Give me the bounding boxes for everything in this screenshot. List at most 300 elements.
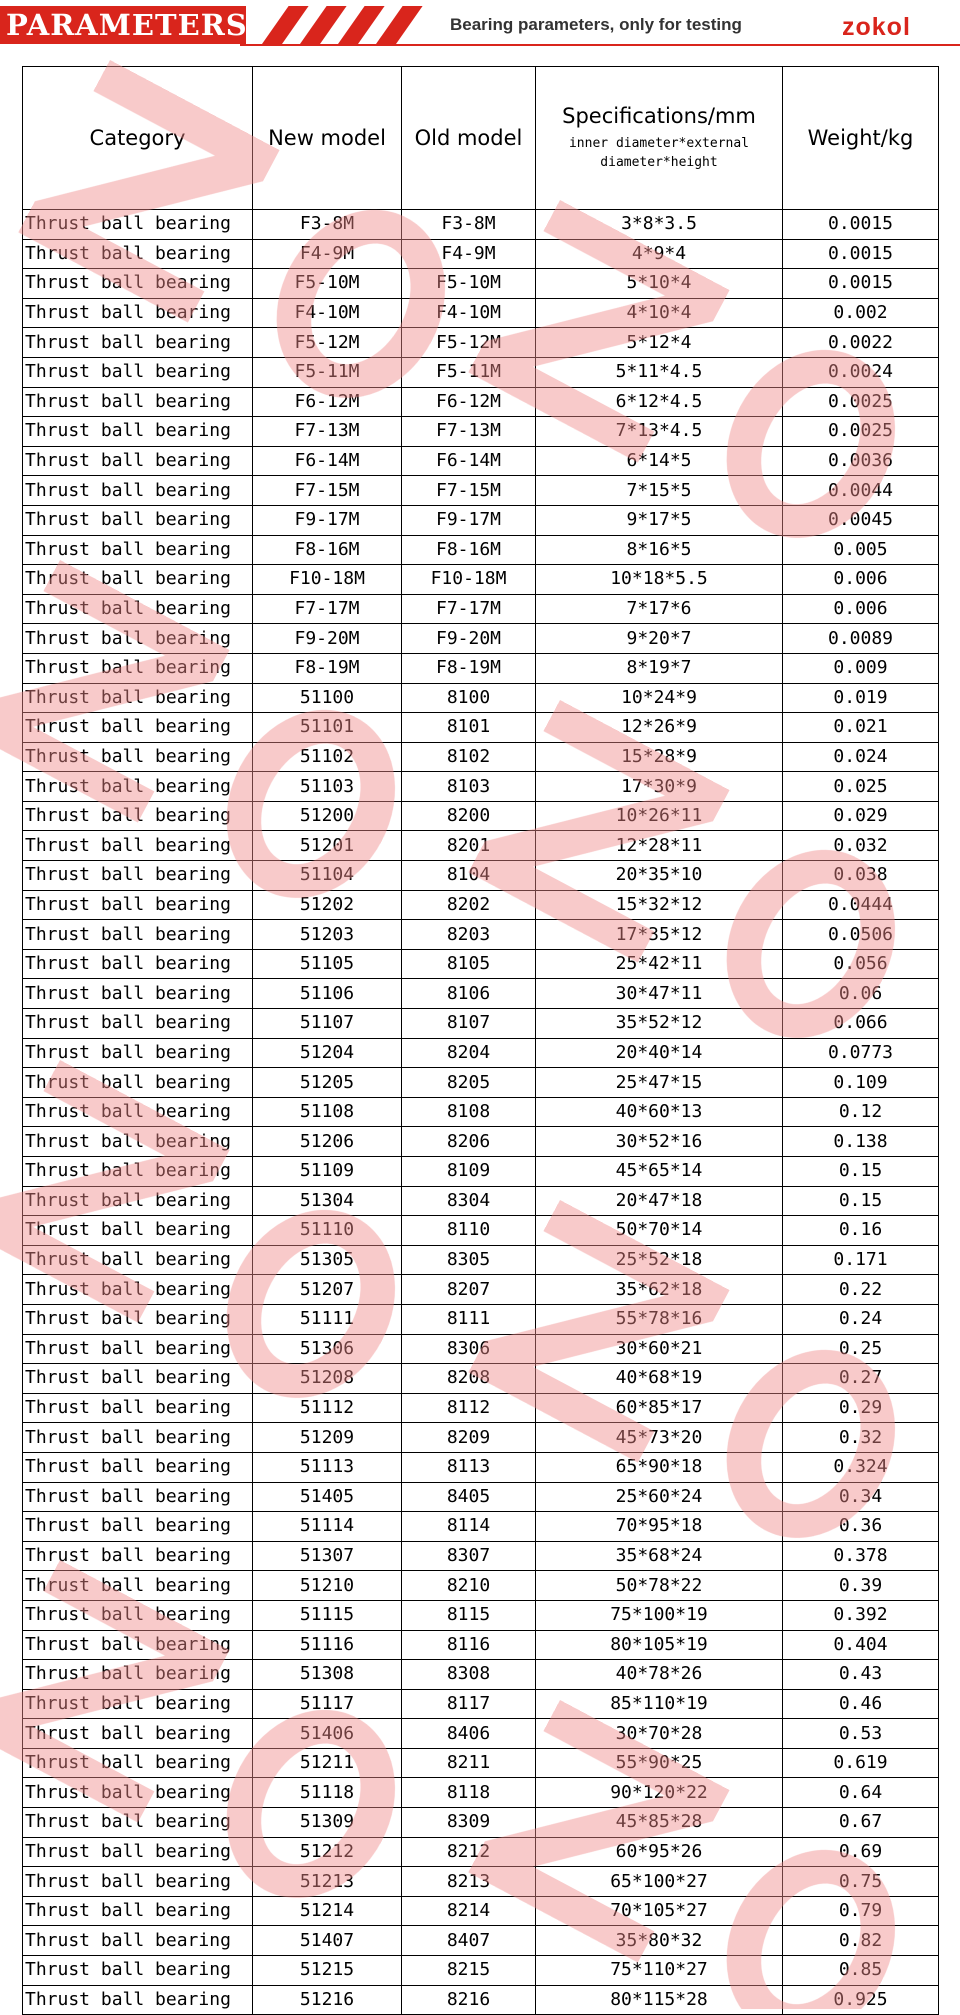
cell-new-model: 51405 [253, 1482, 402, 1512]
cell-weight: 0.005 [783, 535, 939, 565]
table-row [23, 1482, 939, 1512]
cell-specifications: 45*65*14 [536, 1157, 783, 1187]
cell-weight: 0.24 [783, 1304, 939, 1334]
cell-new-model: 51106 [253, 979, 402, 1009]
cell-category: Thrust ball bearing [23, 1985, 253, 2015]
cell-old-model: 8112 [402, 1393, 536, 1423]
cell-new-model: 51201 [253, 831, 402, 861]
cell-category: Thrust ball bearing [23, 1512, 253, 1542]
cell-new-model: 51112 [253, 1393, 402, 1423]
cell-old-model: 8108 [402, 1097, 536, 1127]
cell-old-model: 8213 [402, 1867, 536, 1897]
cell-new-model: 51203 [253, 920, 402, 950]
table-row [23, 1837, 939, 1867]
cell-old-model: F4-9M [402, 239, 536, 269]
cell-category: Thrust ball bearing [23, 1038, 253, 1068]
cell-category: Thrust ball bearing [23, 476, 253, 506]
table-row [23, 1748, 939, 1778]
cell-specifications: 85*110*19 [536, 1689, 783, 1719]
cell-new-model: 51110 [253, 1216, 402, 1246]
cell-weight: 0.171 [783, 1245, 939, 1275]
cell-old-model: F4-10M [402, 298, 536, 328]
cell-weight: 0.032 [783, 831, 939, 861]
cell-category: Thrust ball bearing [23, 357, 253, 387]
cell-new-model: 51108 [253, 1097, 402, 1127]
cell-specifications: 10*26*11 [536, 801, 783, 831]
table-row [23, 1009, 939, 1039]
cell-specifications: 70*105*27 [536, 1896, 783, 1926]
cell-weight: 0.25 [783, 1334, 939, 1364]
cell-weight: 0.066 [783, 1009, 939, 1039]
cell-weight: 0.82 [783, 1926, 939, 1956]
table-header-row [23, 67, 939, 210]
table-row [23, 1127, 939, 1157]
table-row [23, 1157, 939, 1187]
cell-specifications: 8*16*5 [536, 535, 783, 565]
cell-old-model: 8407 [402, 1926, 536, 1956]
cell-specifications: 90*120*22 [536, 1778, 783, 1808]
table-row [23, 1600, 939, 1630]
cell-new-model: F7-13M [253, 417, 402, 447]
header-spec-title: Specifications/mm [562, 104, 756, 128]
cell-new-model: F8-19M [253, 653, 402, 683]
cell-new-model: F8-16M [253, 535, 402, 565]
cell-old-model: F7-17M [402, 594, 536, 624]
cell-old-model: 8101 [402, 713, 536, 743]
header-banner [0, 0, 960, 56]
cell-specifications: 9*20*7 [536, 624, 783, 654]
table-row [23, 446, 939, 476]
table-row [23, 1334, 939, 1364]
cell-specifications: 50*70*14 [536, 1216, 783, 1246]
cell-category: Thrust ball bearing [23, 1482, 253, 1512]
table-body [23, 210, 939, 2015]
cell-old-model: F7-13M [402, 417, 536, 447]
cell-category: Thrust ball bearing [23, 1600, 253, 1630]
cell-old-model: 8305 [402, 1245, 536, 1275]
cell-weight: 0.019 [783, 683, 939, 713]
cell-weight: 0.0506 [783, 920, 939, 950]
cell-weight: 0.0089 [783, 624, 939, 654]
cell-specifications: 7*13*4.5 [536, 417, 783, 447]
table-row [23, 1245, 939, 1275]
table-row [23, 1068, 939, 1098]
cell-new-model: 51215 [253, 1956, 402, 1986]
cell-old-model: 8118 [402, 1778, 536, 1808]
cell-specifications: 12*28*11 [536, 831, 783, 861]
cell-category: Thrust ball bearing [23, 505, 253, 535]
cell-category: Thrust ball bearing [23, 772, 253, 802]
cell-new-model: 51105 [253, 949, 402, 979]
cell-weight: 0.0773 [783, 1038, 939, 1068]
table-row [23, 1926, 939, 1956]
cell-category: Thrust ball bearing [23, 1275, 253, 1305]
cell-weight: 0.009 [783, 653, 939, 683]
cell-old-model: 8100 [402, 683, 536, 713]
cell-old-model: F8-16M [402, 535, 536, 565]
cell-new-model: F4-9M [253, 239, 402, 269]
header-category: Category [23, 67, 253, 210]
cell-new-model: F9-20M [253, 624, 402, 654]
page-subtitle: Bearing parameters, only for testing [450, 15, 742, 34]
cell-new-model: 51204 [253, 1038, 402, 1068]
cell-new-model: 51109 [253, 1157, 402, 1187]
table-row [23, 742, 939, 772]
cell-old-model: 8105 [402, 949, 536, 979]
cell-old-model: 8107 [402, 1009, 536, 1039]
cell-specifications: 25*52*18 [536, 1245, 783, 1275]
cell-new-model: 51205 [253, 1068, 402, 1098]
cell-new-model: F6-14M [253, 446, 402, 476]
cell-category: Thrust ball bearing [23, 1009, 253, 1039]
page-title: PARAMETERS [6, 8, 248, 42]
cell-category: Thrust ball bearing [23, 1571, 253, 1601]
cell-specifications: 40*68*19 [536, 1364, 783, 1394]
cell-category: Thrust ball bearing [23, 949, 253, 979]
table-row [23, 624, 939, 654]
cell-weight: 0.36 [783, 1512, 939, 1542]
cell-category: Thrust ball bearing [23, 831, 253, 861]
cell-weight: 0.12 [783, 1097, 939, 1127]
cell-weight: 0.0015 [783, 210, 939, 240]
cell-specifications: 75*110*27 [536, 1956, 783, 1986]
cell-category: Thrust ball bearing [23, 1157, 253, 1187]
cell-old-model: 8200 [402, 801, 536, 831]
cell-new-model: 51306 [253, 1334, 402, 1364]
cell-specifications: 25*60*24 [536, 1482, 783, 1512]
cell-old-model: 8216 [402, 1985, 536, 2015]
table-row [23, 269, 939, 299]
table-row [23, 1393, 939, 1423]
cell-old-model: 8212 [402, 1837, 536, 1867]
cell-new-model: 51216 [253, 1985, 402, 2015]
cell-weight: 0.29 [783, 1393, 939, 1423]
cell-category: Thrust ball bearing [23, 1423, 253, 1453]
table-row [23, 505, 939, 535]
cell-new-model: F3-8M [253, 210, 402, 240]
cell-new-model: F10-18M [253, 565, 402, 595]
cell-new-model: 51211 [253, 1748, 402, 1778]
cell-new-model: 51207 [253, 1275, 402, 1305]
cell-weight: 0.056 [783, 949, 939, 979]
cell-category: Thrust ball bearing [23, 890, 253, 920]
table-row [23, 1216, 939, 1246]
cell-category: Thrust ball bearing [23, 1186, 253, 1216]
table-row [23, 920, 939, 950]
cell-old-model: 8204 [402, 1038, 536, 1068]
decorative-stripe [338, 6, 385, 44]
cell-category: Thrust ball bearing [23, 417, 253, 447]
cell-new-model: 51213 [253, 1867, 402, 1897]
table-row [23, 1867, 939, 1897]
cell-specifications: 6*14*5 [536, 446, 783, 476]
cell-specifications: 40*60*13 [536, 1097, 783, 1127]
cell-new-model: F5-11M [253, 357, 402, 387]
table-row [23, 565, 939, 595]
cell-specifications: 35*52*12 [536, 1009, 783, 1039]
cell-category: Thrust ball bearing [23, 328, 253, 358]
cell-weight: 0.038 [783, 861, 939, 891]
table-row [23, 298, 939, 328]
cell-new-model: 51118 [253, 1778, 402, 1808]
cell-weight: 0.0022 [783, 328, 939, 358]
cell-specifications: 30*47*11 [536, 979, 783, 1009]
cell-category: Thrust ball bearing [23, 713, 253, 743]
cell-old-model: F6-14M [402, 446, 536, 476]
cell-old-model: 8209 [402, 1423, 536, 1453]
cell-weight: 0.0444 [783, 890, 939, 920]
cell-new-model: 51202 [253, 890, 402, 920]
cell-specifications: 65*100*27 [536, 1867, 783, 1897]
cell-specifications: 8*19*7 [536, 653, 783, 683]
cell-old-model: 8206 [402, 1127, 536, 1157]
table-row [23, 1423, 939, 1453]
cell-category: Thrust ball bearing [23, 1837, 253, 1867]
table-row [23, 1630, 939, 1660]
cell-category: Thrust ball bearing [23, 1778, 253, 1808]
table-row [23, 1038, 939, 1068]
cell-new-model: F5-12M [253, 328, 402, 358]
cell-specifications: 20*40*14 [536, 1038, 783, 1068]
cell-weight: 0.39 [783, 1571, 939, 1601]
cell-weight: 0.006 [783, 594, 939, 624]
cell-category: Thrust ball bearing [23, 594, 253, 624]
cell-weight: 0.06 [783, 979, 939, 1009]
cell-category: Thrust ball bearing [23, 1364, 253, 1394]
cell-old-model: F9-17M [402, 505, 536, 535]
cell-weight: 0.0044 [783, 476, 939, 506]
cell-weight: 0.46 [783, 1689, 939, 1719]
cell-specifications: 5*12*4 [536, 328, 783, 358]
table-row [23, 387, 939, 417]
cell-old-model: 8307 [402, 1541, 536, 1571]
cell-old-model: F6-12M [402, 387, 536, 417]
table-row [23, 1896, 939, 1926]
table-row [23, 328, 939, 358]
cell-category: Thrust ball bearing [23, 1689, 253, 1719]
cell-specifications: 80*105*19 [536, 1630, 783, 1660]
cell-specifications: 6*12*4.5 [536, 387, 783, 417]
cell-specifications: 35*62*18 [536, 1275, 783, 1305]
cell-new-model: 51209 [253, 1423, 402, 1453]
table-row [23, 713, 939, 743]
cell-weight: 0.27 [783, 1364, 939, 1394]
cell-new-model: 51208 [253, 1364, 402, 1394]
cell-specifications: 35*68*24 [536, 1541, 783, 1571]
table-row [23, 1541, 939, 1571]
cell-weight: 0.0036 [783, 446, 939, 476]
cell-weight: 0.53 [783, 1719, 939, 1749]
table-row [23, 1275, 939, 1305]
cell-specifications: 45*85*28 [536, 1808, 783, 1838]
table-row [23, 683, 939, 713]
cell-new-model: 51304 [253, 1186, 402, 1216]
cell-weight: 0.34 [783, 1482, 939, 1512]
cell-specifications: 15*32*12 [536, 890, 783, 920]
decorative-stripe [262, 6, 309, 44]
cell-specifications: 30*60*21 [536, 1334, 783, 1364]
cell-category: Thrust ball bearing [23, 1097, 253, 1127]
cell-specifications: 3*8*3.5 [536, 210, 783, 240]
cell-category: Thrust ball bearing [23, 1808, 253, 1838]
cell-weight: 0.15 [783, 1186, 939, 1216]
cell-new-model: 51308 [253, 1660, 402, 1690]
cell-old-model: 8111 [402, 1304, 536, 1334]
cell-specifications: 12*26*9 [536, 713, 783, 743]
cell-old-model: 8103 [402, 772, 536, 802]
header-new-model: New model [253, 67, 402, 210]
cell-category: Thrust ball bearing [23, 1660, 253, 1690]
cell-new-model: 51117 [253, 1689, 402, 1719]
cell-category: Thrust ball bearing [23, 979, 253, 1009]
cell-old-model: 8214 [402, 1896, 536, 1926]
decorative-stripe [376, 6, 423, 44]
cell-specifications: 25*42*11 [536, 949, 783, 979]
cell-weight: 0.619 [783, 1748, 939, 1778]
cell-old-model: 8102 [402, 742, 536, 772]
cell-category: Thrust ball bearing [23, 1304, 253, 1334]
brand-logo: zokol [842, 13, 911, 41]
cell-weight: 0.32 [783, 1423, 939, 1453]
table-row [23, 594, 939, 624]
cell-old-model: 8208 [402, 1364, 536, 1394]
cell-weight: 0.85 [783, 1956, 939, 1986]
cell-category: Thrust ball bearing [23, 269, 253, 299]
cell-weight: 0.15 [783, 1157, 939, 1187]
table-row [23, 1512, 939, 1542]
cell-specifications: 25*47*15 [536, 1068, 783, 1098]
cell-weight: 0.0025 [783, 417, 939, 447]
cell-category: Thrust ball bearing [23, 1541, 253, 1571]
cell-new-model: 51115 [253, 1600, 402, 1630]
cell-new-model: 51210 [253, 1571, 402, 1601]
cell-specifications: 70*95*18 [536, 1512, 783, 1542]
cell-specifications: 7*17*6 [536, 594, 783, 624]
cell-weight: 0.43 [783, 1660, 939, 1690]
cell-old-model: 8309 [402, 1808, 536, 1838]
cell-category: Thrust ball bearing [23, 1956, 253, 1986]
cell-specifications: 17*30*9 [536, 772, 783, 802]
cell-category: Thrust ball bearing [23, 653, 253, 683]
cell-old-model: F8-19M [402, 653, 536, 683]
cell-specifications: 65*90*18 [536, 1452, 783, 1482]
cell-weight: 0.67 [783, 1808, 939, 1838]
cell-old-model: 8304 [402, 1186, 536, 1216]
table-row [23, 890, 939, 920]
table-row [23, 210, 939, 240]
cell-specifications: 50*78*22 [536, 1571, 783, 1601]
cell-specifications: 20*35*10 [536, 861, 783, 891]
table-row [23, 476, 939, 506]
cell-category: Thrust ball bearing [23, 239, 253, 269]
cell-category: Thrust ball bearing [23, 1630, 253, 1660]
table-row [23, 1778, 939, 1808]
cell-new-model: 51103 [253, 772, 402, 802]
table-row [23, 1097, 939, 1127]
cell-weight: 0.006 [783, 565, 939, 595]
cell-weight: 0.0024 [783, 357, 939, 387]
cell-old-model: 8306 [402, 1334, 536, 1364]
cell-old-model: 8207 [402, 1275, 536, 1305]
cell-old-model: 8308 [402, 1660, 536, 1690]
cell-old-model: 8203 [402, 920, 536, 950]
table-row [23, 1808, 939, 1838]
cell-category: Thrust ball bearing [23, 1719, 253, 1749]
table-row [23, 1364, 939, 1394]
cell-specifications: 55*78*16 [536, 1304, 783, 1334]
cell-weight: 0.69 [783, 1837, 939, 1867]
cell-new-model: F7-17M [253, 594, 402, 624]
table-row [23, 801, 939, 831]
cell-weight: 0.024 [783, 742, 939, 772]
cell-specifications: 60*85*17 [536, 1393, 783, 1423]
cell-new-model: F4-10M [253, 298, 402, 328]
cell-new-model: 51113 [253, 1452, 402, 1482]
cell-category: Thrust ball bearing [23, 1748, 253, 1778]
cell-new-model: 51111 [253, 1304, 402, 1334]
cell-new-model: 51114 [253, 1512, 402, 1542]
cell-weight: 0.324 [783, 1452, 939, 1482]
cell-new-model: 51214 [253, 1896, 402, 1926]
cell-specifications: 80*115*28 [536, 1985, 783, 2015]
cell-category: Thrust ball bearing [23, 1245, 253, 1275]
cell-new-model: 51102 [253, 742, 402, 772]
decorative-stripe [300, 6, 347, 44]
table-row [23, 1985, 939, 2015]
cell-specifications: 9*17*5 [536, 505, 783, 535]
table-row [23, 653, 939, 683]
cell-new-model: F9-17M [253, 505, 402, 535]
table-row [23, 949, 939, 979]
cell-weight: 0.109 [783, 1068, 939, 1098]
cell-old-model: 8116 [402, 1630, 536, 1660]
cell-old-model: 8114 [402, 1512, 536, 1542]
cell-old-model: 8405 [402, 1482, 536, 1512]
cell-old-model: 8406 [402, 1719, 536, 1749]
table-row [23, 861, 939, 891]
cell-category: Thrust ball bearing [23, 1216, 253, 1246]
cell-weight: 0.16 [783, 1216, 939, 1246]
cell-weight: 0.378 [783, 1541, 939, 1571]
cell-category: Thrust ball bearing [23, 624, 253, 654]
cell-old-model: 8205 [402, 1068, 536, 1098]
cell-category: Thrust ball bearing [23, 1452, 253, 1482]
table-row [23, 357, 939, 387]
cell-old-model: 8211 [402, 1748, 536, 1778]
table-row [23, 979, 939, 1009]
cell-old-model: F7-15M [402, 476, 536, 506]
cell-old-model: F5-12M [402, 328, 536, 358]
table-row [23, 1956, 939, 1986]
cell-old-model: F3-8M [402, 210, 536, 240]
cell-old-model: F9-20M [402, 624, 536, 654]
cell-category: Thrust ball bearing [23, 861, 253, 891]
cell-new-model: F5-10M [253, 269, 402, 299]
cell-old-model: 8202 [402, 890, 536, 920]
cell-weight: 0.002 [783, 298, 939, 328]
table-row [23, 417, 939, 447]
cell-specifications: 10*24*9 [536, 683, 783, 713]
table-row [23, 1186, 939, 1216]
cell-category: Thrust ball bearing [23, 535, 253, 565]
table-row [23, 772, 939, 802]
cell-category: Thrust ball bearing [23, 210, 253, 240]
cell-category: Thrust ball bearing [23, 683, 253, 713]
cell-new-model: F7-15M [253, 476, 402, 506]
cell-old-model: F5-11M [402, 357, 536, 387]
cell-new-model: 51101 [253, 713, 402, 743]
cell-weight: 0.0045 [783, 505, 939, 535]
